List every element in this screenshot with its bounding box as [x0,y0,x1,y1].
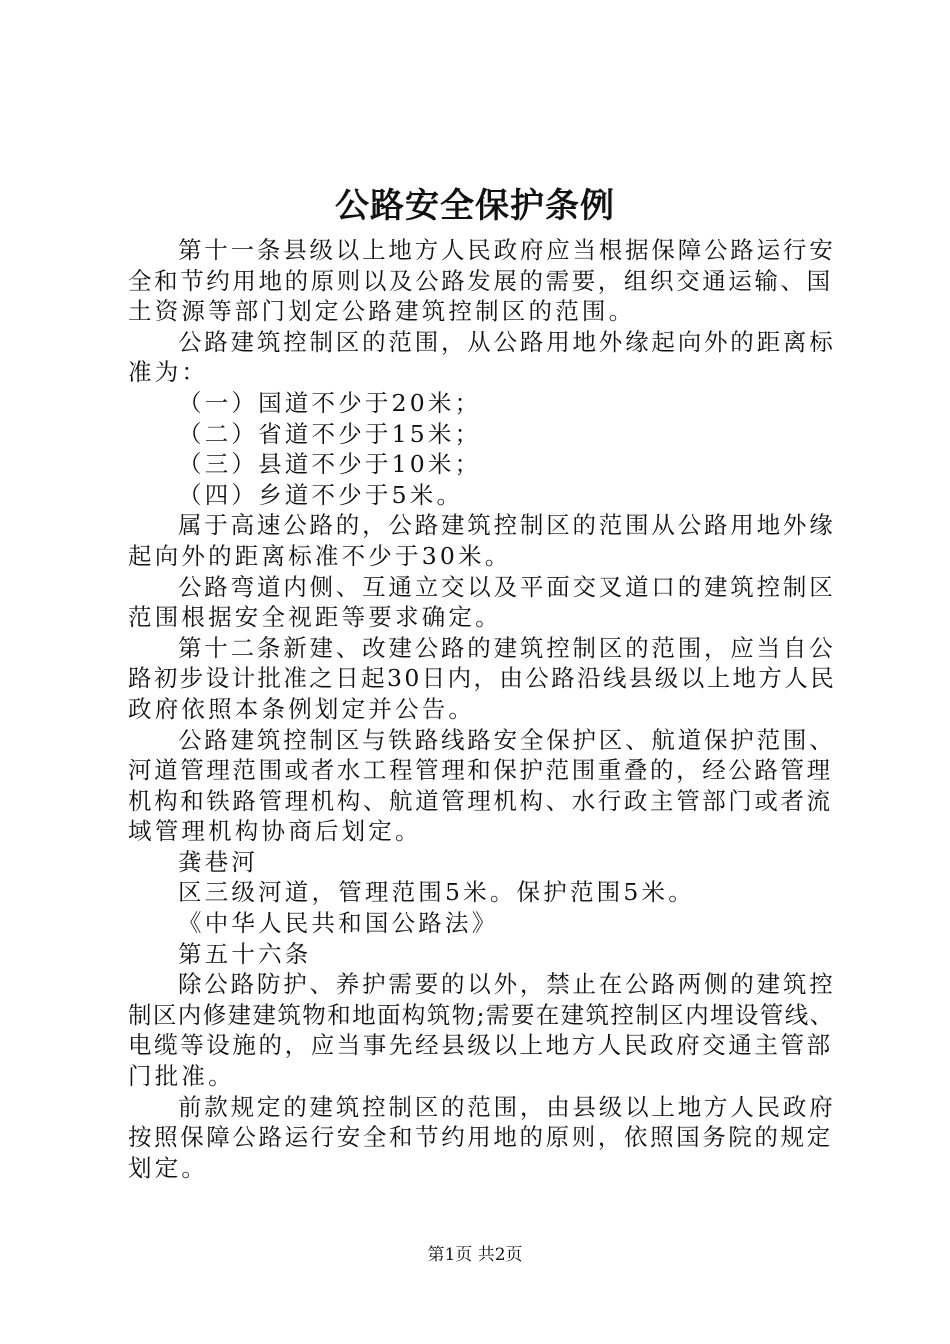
text-line: 第十二条新建、改建公路的建筑控制区的范围，应当自公 [178,633,836,662]
text-line: 准为： [128,358,209,387]
text-line: 全和节约用地的原则以及公路发展的需要，组织交通运输、国 [128,266,833,295]
text-line: 龚巷河 [178,847,259,876]
document-title: 公路安全保护条例 [335,186,615,226]
document-body [128,235,837,1183]
text-line: 公路弯道内侧、互通立交以及平面交叉道口的建筑控制区 [178,572,836,601]
text-line: 属于高速公路的，公路建筑控制区的范围从公路用地外缘 [178,511,836,540]
text-line: 域管理机构协商后划定。 [128,817,422,846]
text-line: 区三级河道，管理范围5米。保护范围5米。 [178,878,695,907]
text-line: 划定。 [128,1153,209,1182]
text-line: 公路建筑控制区的范围，从公路用地外缘起向外的距离标 [178,327,836,356]
text-line: 制区内修建建筑物和地面构筑物;需要在建筑控制区内埋设管线、 [128,1000,835,1029]
text-line: 政府依照本条例划定并公告。 [128,694,476,723]
text-line: 公路建筑控制区与铁路线路安全保护区、航道保护范围、 [178,725,836,754]
text-line: （一）国道不少于20米； [178,388,482,417]
text-line: 第十一条县级以上地方人民政府应当根据保障公路运行安 [178,236,836,264]
text-line: 按照保障公路运行安全和节约用地的原则，依照国务院的规定 [128,1123,833,1152]
text-line: 第五十六条 [178,939,312,968]
text-line: 路初步设计批准之日起30日内，由公路沿线县级以上地方人民 [128,664,837,693]
page-footer: 第1页 共2页 [427,1245,523,1265]
text-line: （三）县道不少于10米； [178,450,482,479]
text-line: 前款规定的建筑控制区的范围，由县级以上地方人民政府 [178,1092,836,1121]
text-line: 《中华人民共和国公路法》 [178,909,499,938]
text-line: 范围根据安全视距等要求确定。 [128,603,502,632]
text-line: （二）省道不少于15米； [178,419,482,448]
text-line: （四）乡道不少于5米。 [178,480,464,509]
text-line: 电缆等设施的，应当事先经县级以上地方人民政府交通主管部 [128,1031,833,1060]
text-line: 起向外的距离标准不少于30米。 [128,541,512,570]
text-line: 门批准。 [128,1062,235,1091]
text-line: 除公路防护、养护需要的以外，禁止在公路两侧的建筑控 [178,970,836,999]
text-line: 河道管理范围或者水工程管理和保护范围重叠的，经公路管理 [128,756,833,785]
text-line: 土资源等部门划定公路建筑控制区的范围。 [128,297,636,326]
text-line: 机构和铁路管理机构、航道管理机构、水行政主管部门或者流 [128,786,833,815]
